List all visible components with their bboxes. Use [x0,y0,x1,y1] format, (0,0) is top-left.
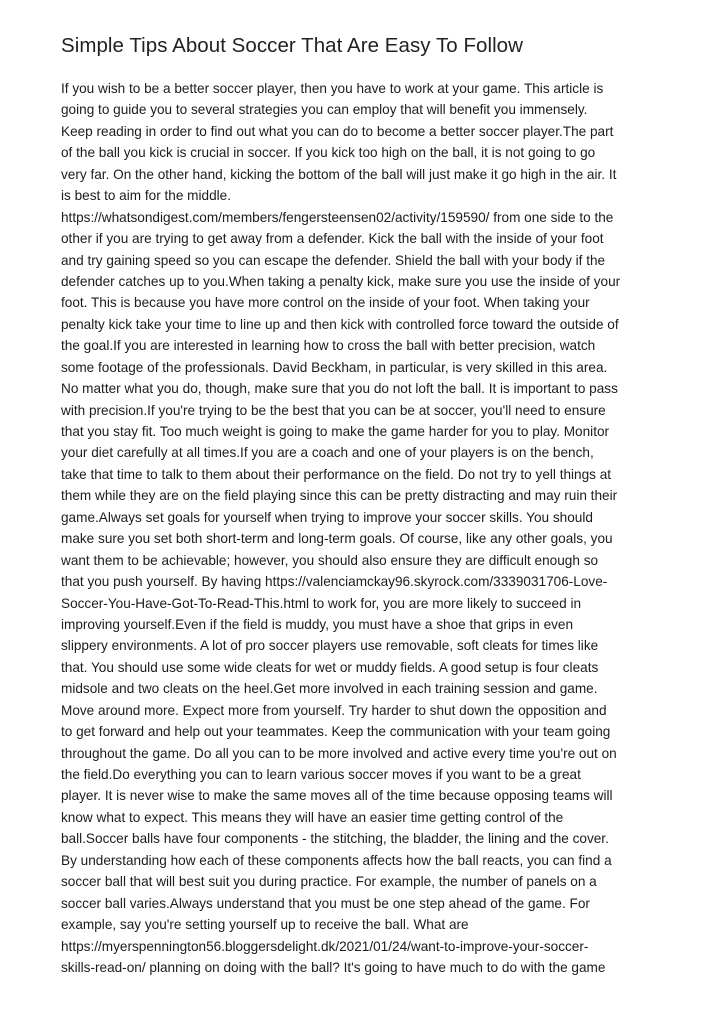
body-text-line: going to guide you to several strategies you can employ that will benefit you immensely. [61,102,588,118]
body-text-line: defender catches up to you.When taking a penalty kick, make sure you use the inside of your [61,273,621,289]
body-text-line: want them to be achievable; however, you should also ensure they are difficult enough so [61,552,599,568]
body-text-line: Soccer-You-Have-Got-To-Read-This.html to work for, you are more likely to succeed in [61,595,582,611]
body-text-line: is best to aim for the middle. [61,188,231,204]
body-text-line: with precision.If you're trying to be the best that you can be at soccer, you'll need to ensure [61,402,606,418]
body-text-line: https://myerspennington56.bloggersdelight.dk/2021/01/24/want-to-improve-your-soccer- [61,938,589,954]
body-text-line: that. You should use some wide cleats for wet or muddy fields. A good setup is four cleats [61,659,599,675]
body-text-line: If you wish to be a better soccer player, then you have to work at your game. This article is [61,81,604,96]
body-text-line: example, say you're setting yourself up to receive the ball. What are [61,917,469,933]
body-text-line: https://whatsondigest.com/members/fengersteensen02/activity/159590/ from one side to the [61,209,614,225]
body-text-line: skills-read-on/ planning on doing with the ball? It's going to have much to do with the game [61,959,606,975]
body-text-line: Keep reading in order to find out what you can do to become a better soccer player.The part [61,123,614,139]
body-text-line: the field.Do everything you can to learn various soccer moves if you want to be a great [61,767,581,782]
document-body [61,78,660,978]
body-text-line: ball.Soccer balls have four components - the stitching, the bladder, the lining and the cover. [61,831,609,847]
body-text-line: other if you are trying to get away from a defender. Kick the ball with the inside of your foot [61,231,604,247]
body-text-line: very far. On the other hand, kicking the bottom of the ball will just make it go high in the air. It [61,166,617,182]
body-text-line: know what to expect. This means they will have an easier time getting control of the [61,809,564,825]
body-text-line: make sure you set both short-term and long-term goals. Of course, like any other goals, you [61,531,613,547]
body-text-line: foot. This is because you have more control on the inside of your foot. When taking your [61,295,590,311]
body-text-line: that you push yourself. By having https://valenciamckay96.skyrock.com/3339031706-Love- [61,574,608,590]
body-text-line: that you stay fit. Too much weight is going to make the game harder for you to play. Monitor [61,424,610,439]
body-text-line: soccer ball that will best suit you during practice. For example, the number of panels on a [61,874,597,890]
body-text-line: player. It is never wise to make the same moves all of the time because opposing teams will [61,788,613,804]
body-text-line: some footage of the professionals. David Beckham, in particular, is very skilled in this area. [61,359,608,375]
document-title: Simple Tips About Soccer That Are Easy To Follow [61,34,523,57]
body-text-line: of the ball you kick is crucial in soccer. If you kick too high on the ball, it is not going to go [61,145,596,161]
body-text-line: and try gaining speed so you can escape the defender. Shield the ball with your body if the [61,252,606,268]
body-text-line: penalty kick take your time to line up and then kick with controlled force toward the outside of [61,316,619,332]
body-text-line: soccer ball varies.Always understand that you must be one step ahead of the game. For [61,895,590,911]
body-text-line: slippery environments. A lot of pro soccer players use removable, soft cleats for times like [61,638,599,654]
body-text-line: take that time to talk to them about their performance on the field. Do not try to yell things at [61,466,612,482]
body-text-line: Move around more. Expect more from yourself. Try harder to shut down the opposition and [61,702,607,718]
body-text-line: improving yourself.Even if the field is muddy, you must have a shoe that grips in even [61,616,574,632]
body-text-line: throughout the game. Do all you can to be more involved and active every time you're out on [61,745,617,761]
body-text-line: By understanding how each of these components affects how the ball reacts, you can find a [61,852,612,868]
body-text-line: them while they are on the field playing since this can be pretty distracting and may ruin their [61,488,618,504]
body-text-line: the goal.If you are interested in learning how to cross the ball with better precision, watch [61,338,596,354]
body-text-line: midsole and two cleats on the heel.Get more involved in each training session and game. [61,681,598,697]
body-text-line: No matter what you do, though, make sure that you do not loft the ball. It is important to pass [61,381,618,397]
body-text-line: game.Always set goals for yourself when trying to improve your soccer skills. You should [61,509,593,525]
body-text-line: your diet carefully at all times.If you are a coach and one of your players is on the bench, [61,445,594,461]
body-text-line: to get forward and help out your teammates. Keep the communication with your team going [61,724,611,740]
